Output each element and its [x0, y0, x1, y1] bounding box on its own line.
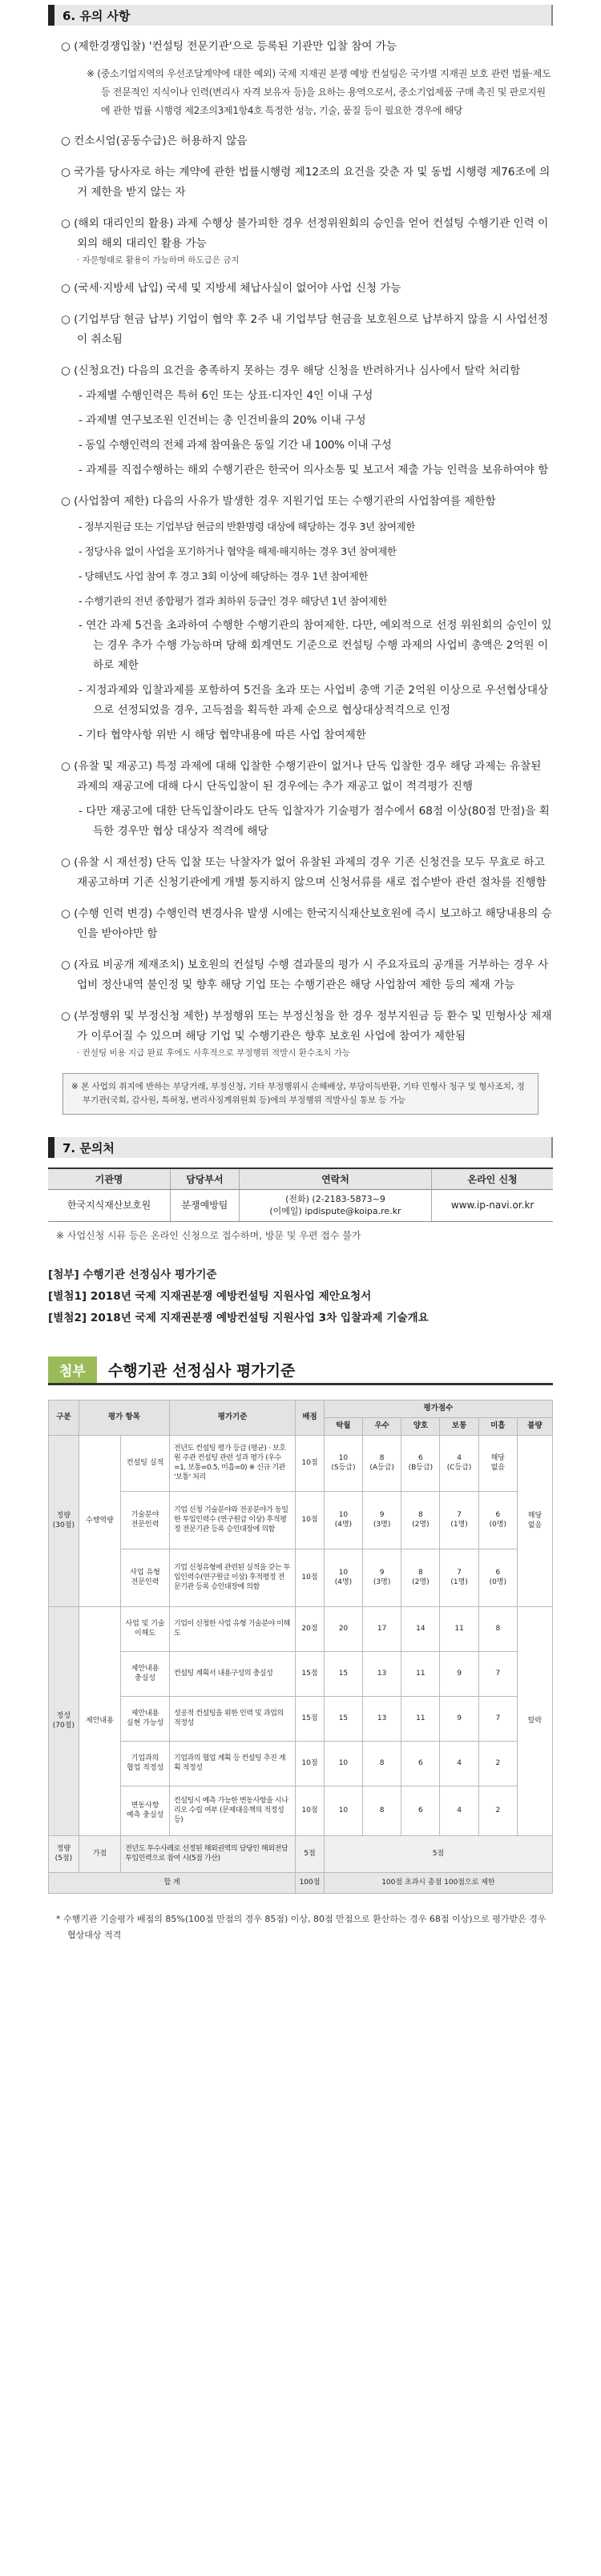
grade-header: 보통 — [440, 1417, 478, 1435]
eval-item: 사업 유형 전문인력 — [121, 1549, 170, 1606]
score-cell: 11 — [401, 1696, 440, 1741]
eval-item: 사업 및 기술 이해도 — [121, 1606, 170, 1651]
notice-item: ○ (유찰 및 재공고) 특정 과제에 대해 입찰한 수행기관이 없거나 단독 입찰한 경우 해당 과제는 유찰된 과제의 재공고에 대해 다시 단독입찰이 된 경우에는 추가 재공고 없이 적격평가 진행 — [61, 760, 542, 793]
contact-header: 온라인 신청 — [432, 1168, 553, 1189]
eval-points: 15점 — [296, 1696, 325, 1741]
score-cell: 8 — [478, 1606, 517, 1651]
score-cell: 2 — [478, 1741, 517, 1786]
restriction-item: - 정부지원금 또는 기업부담 현금의 반환명령 대상에 해당하는 경우 3년 참여제한 — [79, 520, 415, 532]
score-cell: 9 — [440, 1651, 478, 1696]
score-cell: 10 — [324, 1741, 362, 1786]
eval-criteria: 컨설팅 계획서 내용구성의 충실성 — [169, 1651, 295, 1696]
grade-header: 미흡 — [478, 1417, 517, 1435]
band-category: 정량 (30점) — [49, 1435, 79, 1606]
restriction-item: - 수행기관의 전년 종합평가 결과 최하위 등급인 경우 해당년 1년 참여제한 — [79, 595, 387, 607]
score-cell: 13 — [363, 1696, 401, 1741]
bonus-row — [49, 1835, 553, 1872]
eval-title: 수행기관 선정심사 평가기준 — [107, 1361, 296, 1380]
notice-item: ○ (기업부담 현금 납부) 기업이 협약 후 2주 내 기업부담 현금을 보호원으로 납부하지 않을 시 사업선정이 취소됨 — [61, 313, 549, 346]
score-cell: 9 (3명) — [363, 1491, 401, 1549]
col-criteria: 평가기준 — [169, 1400, 295, 1435]
score-cell: 8 — [363, 1741, 401, 1786]
eval-criteria: 기업이 신청한 사업 유형 기술분야 이해도 — [169, 1606, 295, 1651]
col-points: 배점 — [296, 1400, 325, 1435]
contact-table — [48, 1167, 553, 1222]
total-row — [49, 1872, 553, 1893]
grade-header: 양호 — [401, 1417, 440, 1435]
col-score-group: 평가점수 — [324, 1400, 552, 1417]
score-cell: 4 — [440, 1786, 478, 1835]
grade-header: 불량 — [517, 1417, 552, 1435]
score-cell: 9 (3명) — [363, 1549, 401, 1606]
section-6-title — [48, 5, 553, 26]
eval-criteria: 기업 신청 기술분야와 전공분야가 동일한 투입인력수 (연구원급 이상) 후적평정 전문기관 등록 승인대장에 의함 — [169, 1491, 295, 1549]
eval-points: 5점 — [296, 1835, 325, 1872]
eval-footnote: * 수행기관 기술평가 배점의 85%(100점 만점의 경우 85점) 이상, 80점 만점으로 환산하는 경우 68점 이상)으로 평가받은 경우 협상대상 적격 — [56, 1913, 547, 1940]
table-row — [49, 1606, 553, 1651]
notice-item: ○ (부정행위 및 부정신청 제한) 부정행위 또는 부정신청을 한 경우 정부지원금 등 환수 및 민형사상 제재가 이루어질 수 있으며 해당 기업 및 수행기관은 향후 보호원 사업에 참여가 제한됨 — [61, 1010, 552, 1043]
rebid-condition: - 다만 재공고에 대한 단독입찰이라도 단독 입찰자가 기술평가 점수에서 68점 이상(80점 만점)을 획득한 경우만 협상 대상자 적격에 해당 — [79, 805, 550, 838]
eval-item: 기술분야 전문인력 — [121, 1491, 170, 1549]
score-cell: 13 — [363, 1651, 401, 1696]
eval-criteria: 전년도 컨설팅 평가 등급 (평균) · 보호원 주관 컨설팅 관련 성과 평가 (우수=1, 보통=0.5, 미흡=0) ※ 신규 기관 '보통' 처리 — [169, 1435, 295, 1491]
notice-item: ○ 컨소시엄(공동수급)은 허용하지 않음 — [61, 135, 248, 147]
table-row — [49, 1741, 553, 1786]
eval-criteria: 전년도 투수사례로 선정된 해외권역의 담당인 해외전담 투입인력으로 참여 시(5점 가산) — [121, 1835, 296, 1872]
score-cell: 6 — [401, 1741, 440, 1786]
restriction-item: - 당해년도 사업 참여 후 경고 3회 이상에 해당하는 경우 1년 참여제한 — [79, 570, 368, 582]
score-cell: 8 (2명) — [401, 1491, 440, 1549]
col-category: 구분 — [49, 1400, 79, 1435]
eval-item: 제안내용 실현 가능성 — [121, 1696, 170, 1741]
score-cell: 해당 없음 — [517, 1435, 552, 1606]
score-cell: 7 (1명) — [440, 1549, 478, 1606]
score-cell: 17 — [363, 1606, 401, 1651]
warning-box: ※ 본 사업의 취지에 반하는 부당거래, 부정신청, 기타 부정행위시 손해배상, 부당이득반환, 기타 민형사 청구 및 형사조치, 정부기관(국회, 감사원, 특허청, 변리사징계위원회 등)에의 부정행위 적발사실 통보 등 가능 — [63, 1073, 538, 1115]
eval-item: 컨설팅 실적 — [121, 1435, 170, 1491]
sub-note: · 컨설팅 비용 지급 완료 후에도 사후적으로 부정행위 적발시 환수조치 가능 — [77, 1048, 351, 1058]
department: 분쟁예방팀 — [171, 1189, 240, 1221]
notice-item: ○ (해외 대리인의 활용) 과제 수행상 불가피한 경우 선정위원회의 승인을 얻어 컨설팅 수행기관 인력 이외의 해외 대리인 활용 가능 — [61, 217, 549, 250]
restriction-item: - 연간 과제 5건을 초과하여 수행한 수행기관의 참여제한. 다만, 예외적으로 선정 위원회의 승인이 있는 경우 추가 수행 가능하며 당해 회계연도 기준으로 컨설팅 수행 과제의 사업비 총액은 2억원 이하로 제한 — [79, 619, 552, 672]
score-cell: 6 — [401, 1786, 440, 1835]
score-cell: 5점 — [324, 1835, 552, 1872]
score-cell: 10 — [324, 1786, 362, 1835]
score-cell: 4 — [440, 1741, 478, 1786]
eval-item: 변동사항 예측 충실성 — [121, 1786, 170, 1835]
score-cell: 6 (0명) — [478, 1491, 517, 1549]
condition-item: - 동일 수행인력의 전체 과제 참여율은 동일 기간 내 100% 이내 구성 — [79, 439, 392, 452]
eval-points: 10점 — [296, 1549, 325, 1606]
total-label: 합 계 — [49, 1872, 296, 1893]
eval-points: 10점 — [296, 1741, 325, 1786]
eval-table — [48, 1400, 553, 1894]
grade-header: 우수 — [363, 1417, 401, 1435]
notice-item: ○ (국세·지방세 납입) 국세 및 지방세 체납사실이 없어야 사업 신청 가능 — [61, 282, 401, 295]
score-cell: 7 — [478, 1696, 517, 1741]
eval-criteria: 기업 신청유형에 관련된 실적을 갖는 투입인력수(연구원급 이상) 후적평정 전문기관 등록 승인대장에 의함 — [169, 1549, 295, 1606]
condition-item: - 과제별 수행인력은 특허 6인 또는 상표·디자인 4인 이내 구성 — [79, 389, 373, 402]
notice-item: ○ (자료 비공개 제재조치) 보호원의 컨설팅 수행 결과물의 평가 시 주요자료의 공개를 거부하는 경우 사업비 정산내역 불인정 및 향후 해당 기업 또는 수행기관은 해당 사업참여 제한 등의 제재 가능 — [61, 958, 549, 991]
section-7-title — [48, 1137, 553, 1158]
contact-header: 기관명 — [48, 1168, 171, 1189]
score-cell: 15 — [324, 1651, 362, 1696]
table-row — [49, 1696, 553, 1741]
score-cell: 6 (0명) — [478, 1549, 517, 1606]
table-row — [49, 1549, 553, 1606]
sub-note: · 자문형태로 활용이 가능하며 하도급은 금지 — [77, 255, 240, 265]
score-cell: 2 — [478, 1786, 517, 1835]
eval-points: 10점 — [296, 1491, 325, 1549]
attachment-list — [48, 1264, 553, 1329]
online-link[interactable]: www.ip-navi.or.kr — [432, 1189, 553, 1221]
score-cell: 14 — [401, 1606, 440, 1651]
score-cell: 20 — [324, 1606, 362, 1651]
score-cell: 8 — [363, 1786, 401, 1835]
band-group: 수행역량 — [79, 1435, 120, 1606]
score-cell: 11 — [401, 1651, 440, 1696]
score-cell: 6 (B등급) — [401, 1435, 440, 1491]
eval-item: 제안내용 충실성 — [121, 1651, 170, 1696]
band-category: 정성 (70점) — [49, 1606, 79, 1835]
contact-row — [48, 1189, 553, 1221]
eval-points: 10점 — [296, 1435, 325, 1491]
score-cell: 15 — [324, 1696, 362, 1741]
table-row — [49, 1651, 553, 1696]
score-cell: 8 (2명) — [401, 1549, 440, 1606]
eval-criteria: 기업과의 협업 계획 등 컨설팅 추진 계획 적정성 — [169, 1741, 295, 1786]
score-cell: 11 — [440, 1606, 478, 1651]
score-cell: 7 — [478, 1651, 517, 1696]
table-row — [49, 1435, 553, 1491]
score-cell: 8 (A등급) — [363, 1435, 401, 1491]
total-score-note: 100점 초과시 총점 100점으로 제한 — [324, 1872, 552, 1893]
eval-points: 10점 — [296, 1786, 325, 1835]
fail-label: 탈락 — [517, 1606, 552, 1835]
score-cell: 10 (S등급) — [324, 1435, 362, 1491]
band-group: 제안내용 — [79, 1606, 120, 1835]
notice-item: ○ (신청요건) 다음의 요건을 충족하지 못하는 경우 해당 신청을 반려하거나 심사에서 탈락 처리함 — [61, 364, 521, 377]
notice-item: ○ (제한경쟁입찰) '컨설팅 전문기관'으로 등록된 기관만 입찰 참여 가능 — [61, 40, 397, 53]
score-cell: 해당 없음 — [478, 1435, 517, 1491]
col-items: 평가 항목 — [79, 1400, 169, 1435]
notice-item: ○ 국가를 당사자로 하는 계약에 관한 법률시행령 제12조의 요건을 갖춘 자 및 동법 시행령 제76조에 의거 제한을 받지 않는 자 — [61, 166, 551, 199]
notice-item: ○ (유찰 시 재선정) 단독 입찰 또는 낙찰자가 없어 유찰된 과제의 경우 기존 신청건을 모두 무효로 하고 재공고하며 기존 신청기관에게 개별 통지하지 않으며 신청서류를 새로 접수받아 관련 절차를 진행함 — [61, 856, 547, 889]
eval-item: 기업과의 협업 적정성 — [121, 1741, 170, 1786]
band-category: 정량 (5점) — [49, 1835, 79, 1872]
contact-info: (전화) (2-2183-5873~9 (이메일) ipdispute@koipa.re.kr — [239, 1189, 431, 1221]
eval-points: 20점 — [296, 1606, 325, 1651]
table-row — [49, 1491, 553, 1549]
grade-header: 탁월 — [324, 1417, 362, 1435]
score-cell: 10 (4명) — [324, 1549, 362, 1606]
exception-note: ※ (중소기업지역의 우선조달계약에 대한 예외) 국제 지재권 분쟁 예방 컨설팅은 국가별 지재권 보호 관련 법률·제도 등 전문적인 지식이나 인력(변리사 자격 보유자 등)을 요하는 용역으로서, 중소기업제품 구매 촉진 및 판로지원에 관한 법률 시행령 제2조의3제1항4호 특정한 성능, 기술, 품질 등이 필요한 경우에 해당 — [87, 68, 551, 116]
attachment-tag: 첨부 — [48, 1356, 97, 1383]
eval-title-bar — [48, 1356, 553, 1385]
eval-criteria: 컨설팅시 예측 가능한 변동사항을 시나리오 수립 여부 (문제대응책의 적정성 등) — [169, 1786, 295, 1835]
contact-header: 연락처 — [239, 1168, 431, 1189]
score-cell: 10 (4명) — [324, 1491, 362, 1549]
contact-header: 담당부서 — [171, 1168, 240, 1189]
attachment-item[interactable]: [별첨2] 2018년 국제 지재권분쟁 예방컨설팅 지원사업 3차 입찰과제 기술개요 — [48, 1311, 429, 1324]
condition-item: - 과제별 연구보조원 인건비는 총 인건비율의 20% 이내 구성 — [79, 414, 366, 427]
restriction-item: - 지정과제와 입찰과제를 포함하여 5건을 초과 또는 사업비 총액 기준 2억원 이상으로 우선협상대상으로 선정되었을 경우, 고득점을 획득한 과제 순으로 협상대상적격으로 인정 — [79, 684, 549, 717]
score-cell: 9 — [440, 1696, 478, 1741]
attachment-item[interactable]: [첨부] 수행기관 선정심사 평가기준 — [48, 1268, 217, 1281]
restriction-item: - 기타 협약사항 위반 시 해당 협약내용에 따른 사업 참여제한 — [79, 729, 366, 741]
notice-item: ○ (수행 인력 변경) 수행인력 변경사유 발생 시에는 한국지식재산보호원에 즉시 보고하고 해당내용의 승인을 받아야만 함 — [61, 907, 552, 940]
score-cell: 4 (C등급) — [440, 1435, 478, 1491]
total-points: 100점 — [296, 1872, 325, 1893]
section-7-title-text: 7. 문의처 — [63, 1140, 115, 1155]
band-group: 가점 — [79, 1835, 120, 1872]
table-row — [49, 1786, 553, 1835]
eval-points: 15점 — [296, 1651, 325, 1696]
restriction-item: - 정당사유 없이 사업을 포기하거나 협약을 해제·해지하는 경우 3년 참여제한 — [79, 545, 397, 557]
score-cell: 7 (1명) — [440, 1491, 478, 1549]
eval-criteria: 성공적 컨설팅을 위한 인력 및 과업의 적정성 — [169, 1696, 295, 1741]
section-6-title-text: 6. 유의 사항 — [63, 8, 131, 23]
contact-note: ※ 사업신청 시뮤 등은 온라인 신청으로 접수하며, 방문 및 우편 접수 불가 — [56, 1229, 361, 1241]
notice-item: ○ (사업참여 제한) 다음의 사유가 발생한 경우 지원기업 또는 수행기관의 사업참여를 제한함 — [61, 495, 496, 508]
org-name: 한국지식재산보호원 — [48, 1189, 171, 1221]
attachment-item[interactable]: [별첨1] 2018년 국제 지재권분쟁 예방컨설팅 지원사업 제안요청서 — [48, 1289, 372, 1303]
condition-item: - 과제를 직접수행하는 해외 수행기관은 한국어 의사소통 및 보고서 제출 가능 인력을 보유하여야 함 — [79, 464, 549, 476]
